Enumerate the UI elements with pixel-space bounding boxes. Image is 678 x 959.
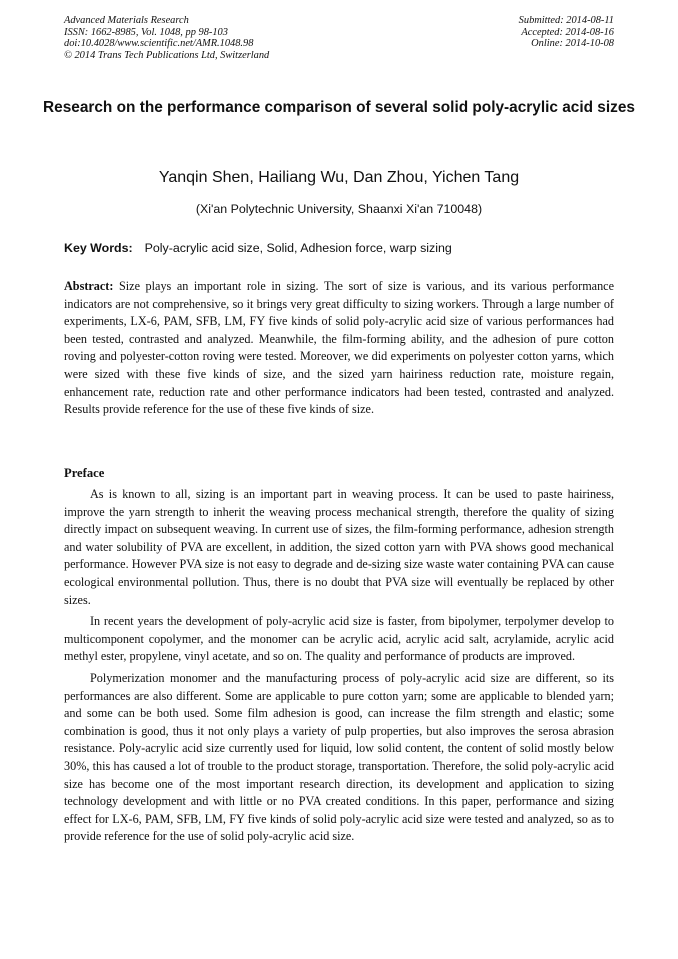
doi-line: doi:10.4028/www.scientific.net/AMR.1048.98 (64, 38, 254, 50)
abstract (64, 278, 614, 419)
preface-paragraph: In recent years the development of poly-acrylic acid size is faster, from bipolymer, terpolymer develop to multicomponent copolymer, and the monomer can be acrylic acid, acrylic acid salt, acrylamide, acrylic acid methyl ester, propylene, vinyl acetate, and so on. The quality and performance of products are improved. (64, 614, 614, 664)
keywords-text: Poly-acrylic acid size, Solid, Adhesion force, warp sizing (144, 241, 452, 255)
keywords-label: Key Words: (64, 241, 133, 255)
paper-title: Research on the performance comparison of several solid poly-acrylic acid sizes (43, 99, 635, 116)
abstract-label: Abstract: (64, 279, 114, 293)
issn-line: ISSN: 1662-8985, Vol. 1048, pp 98-103 (64, 26, 228, 38)
section-heading-preface: Preface (64, 466, 105, 480)
author-list: Yanqin Shen, Hailiang Wu, Dan Zhou, Yichen Tang (158, 169, 520, 186)
affiliation: (Xi'an Polytechnic University, Shaanxi Xi'an 710048) (195, 202, 483, 216)
preface-paragraph: Polymerization monomer and the manufacturing process of poly-acrylic acid size are different, so its performances are also different. Some are applicable to pure cotton yarn; some are applicable to blended yarn; and some can be both used. Some film adhesion is good, can increase the film strength and elastic; some combination is good, thus it not only plays a variety of pulp properties, but also improves the serosa abrasion resistance. Poly-acrylic acid size currently used for liquid, low solid content, the content of solid mostly below 30%, this has caused a lot of trouble to the product storage, transportation. Therefore, the solid poly-acrylic acid size has become one of the most important research direction, its development and application to sizing technology development and with little or no PVA created conditions. In this paper, performance and sizing effect for LX-6, PAM, SFB, LM, FY five kinds of solid poly-acrylic acid size were tested and analyzed, so as to provide reference for the use of solid poly-acrylic acid size. (64, 670, 614, 844)
preface-paragraph: As is known to all, sizing is an important part in weaving process. It can be used to paste hairiness, improve the yarn strength to inherit the weaving process mechanical strength, therefore the quality of sizing directly impact on subsequent weaving. In current use of sizes, the film-forming performance, adhesion strength and water solubility of PVA are excellent, in addition, the sized cotton yarn with PVA shows good mechanical performance. However PVA size is not easy to degrade and de-sizing size waste water containing PVA can cause ecological environmental pollution. Thus, there is no doubt that PVA size will eventually be replaced by other sizes. (64, 487, 614, 607)
journal-name: Advanced Materials Research (64, 15, 189, 26)
abstract-text: Size plays an important role in sizing. The sort of size is various, and its various performance indicators are not comprehensive, so it brings very great difficulty to sizing workers. Through a large number of experiments, LX-6, PAM, SFB, LM, FY five kinds of solid poly-acrylic acid size of various performances had been tested, contrasted and analyzed. Meanwhile, the film-forming ability, and the adhesion of pure cotton roving and polyester-cotton roving were tested. Moreover, we did experiments on polyester cotton yarns, which were sized with these five kinds of size, and the sized yarn hairiness reduction rate, moisture regain, enhancement rate, reduction rate and other performance indicators had been tested, contrasted and analyzed. Results provide reference for the use of these five kinds of size. (64, 279, 615, 417)
publication-dates-header (519, 15, 614, 50)
preface-body (64, 486, 614, 850)
online-date: Online: 2014-10-08 (531, 38, 614, 50)
copyright-line: © 2014 Trans Tech Publications Ltd, Switzerland (64, 49, 270, 61)
journal-info-header (64, 15, 269, 61)
keywords-line (64, 240, 614, 256)
submitted-date: Submitted: 2014-08-11 (518, 15, 614, 26)
accepted-date: Accepted: 2014-08-16 (521, 26, 614, 38)
